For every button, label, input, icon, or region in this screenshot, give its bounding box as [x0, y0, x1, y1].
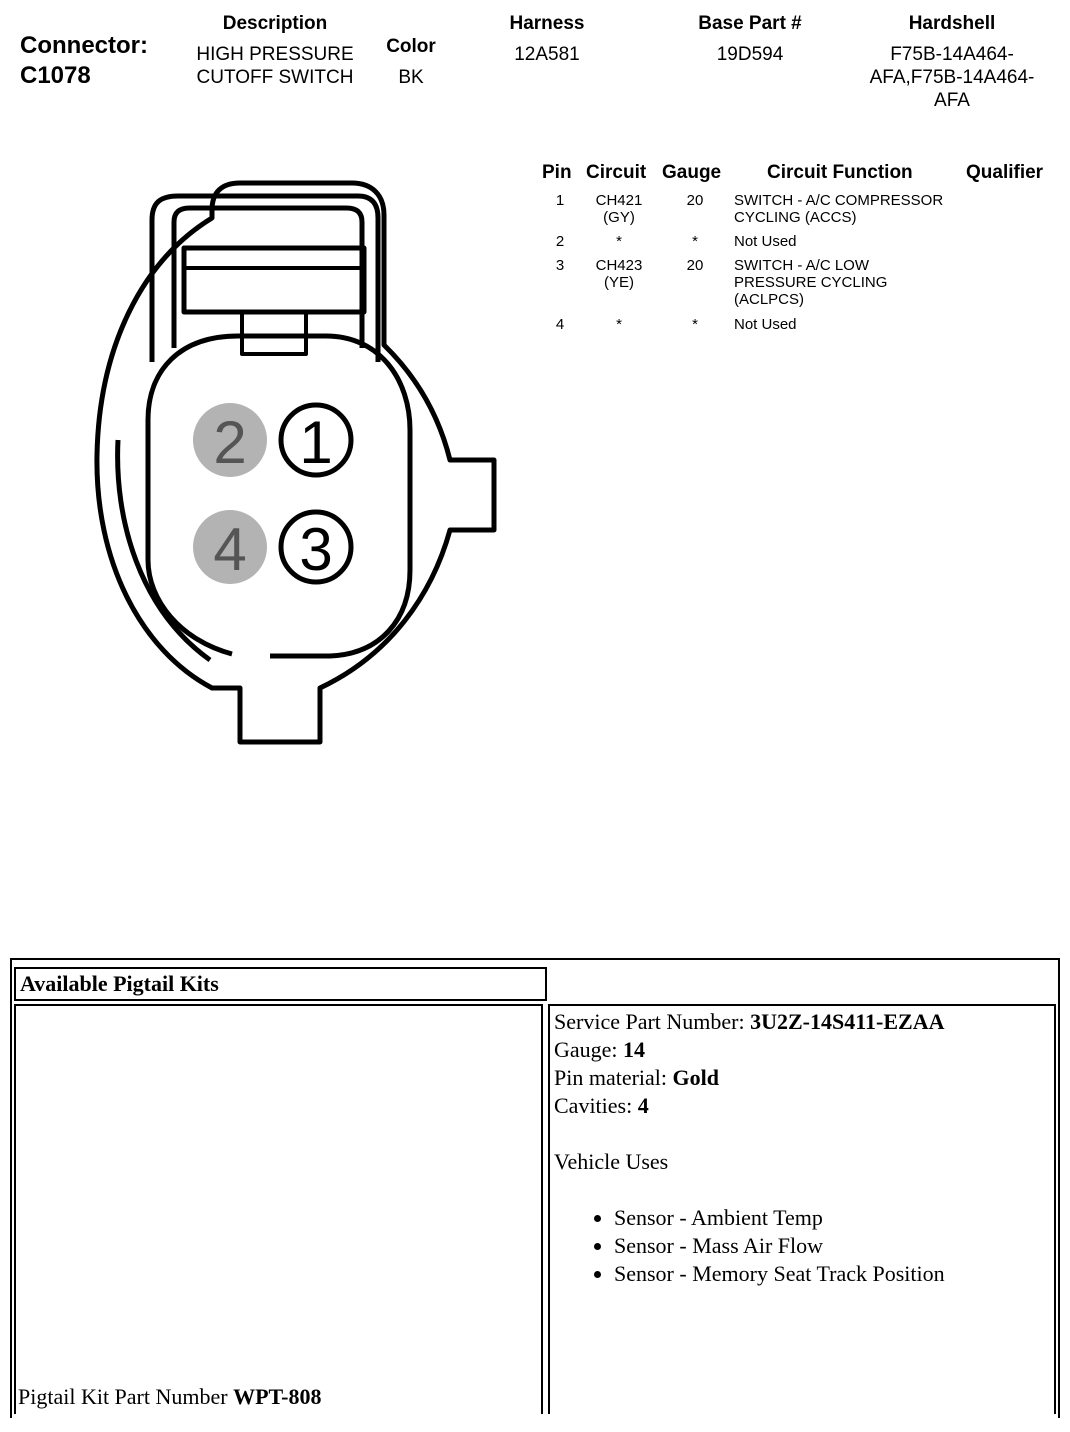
gauge-line [554, 1036, 1054, 1064]
circuit-col-header: Circuit [586, 162, 647, 183]
color-value: BK [398, 67, 424, 88]
pin-label-4: 4 [213, 516, 247, 583]
function-line: SWITCH - A/C LOW [734, 257, 869, 274]
pin-col-header: Pin [542, 162, 572, 183]
pigtail-kit-part-number [18, 1383, 322, 1411]
pin-circuit: * [616, 316, 622, 333]
pigtail-kit-image-box [14, 1004, 543, 1414]
gauge-value: 14 [623, 1037, 646, 1062]
pin-function [734, 257, 964, 308]
kit-part-label: Pigtail Kit Part Number [18, 1384, 234, 1409]
cavities-label: Cavities: [554, 1093, 638, 1118]
pin-material-value: Gold [672, 1065, 719, 1090]
pin-number: 4 [555, 316, 565, 333]
connector-lock-tab [242, 312, 306, 354]
pin-function [734, 192, 964, 226]
base-part-header: Base Part # [698, 13, 802, 34]
connector-cavity-outline [148, 336, 410, 656]
hardshell-value [852, 43, 1052, 112]
function-line: PRESSURE CYCLING [734, 274, 888, 291]
pin-gauge: 20 [686, 257, 704, 274]
hardshell-header: Hardshell [908, 13, 996, 34]
qualifier-col-header: Qualifier [966, 162, 1044, 183]
cavities-value: 4 [637, 1093, 649, 1118]
color-header: Color [386, 36, 436, 57]
description-header: Description [222, 13, 328, 34]
service-part-value: 3U2Z-14S411-EZAA [750, 1009, 945, 1034]
circuit-line: CH421 [595, 192, 643, 209]
description-line: HIGH PRESSURE [196, 44, 354, 65]
circuit-line: CH423 [595, 257, 643, 274]
pin-circuit [580, 257, 658, 291]
description-value [175, 43, 375, 89]
pin-circuit: * [616, 233, 622, 250]
hardshell-line: AFA,F75B-14A464- [869, 67, 1035, 88]
pigtail-details [550, 1006, 1054, 1288]
pin-function: Not Used [734, 316, 797, 333]
pin-label-2: 2 [213, 409, 247, 476]
circuit-line: (YE) [604, 274, 634, 291]
connector-label: Connector: [20, 32, 148, 59]
pigtail-heading-box [14, 967, 547, 1001]
function-line: (ACLPCS) [734, 291, 805, 308]
vehicle-use-item: • Sensor - Mass Air Flow [614, 1232, 1054, 1260]
harness-value: 12A581 [514, 44, 580, 65]
base-part-value: 19D594 [716, 44, 784, 65]
pigtail-heading: Available Pigtail Kits [20, 971, 219, 996]
pin-label-3: 3 [299, 516, 333, 583]
pin-label-1: 1 [299, 409, 333, 476]
pigtail-details-box [548, 1004, 1056, 1414]
pin-function: Not Used [734, 233, 797, 250]
function-line: SWITCH - A/C COMPRESSOR [734, 192, 944, 209]
service-part-number [554, 1008, 1054, 1036]
pin-material-label: Pin material: [554, 1065, 673, 1090]
function-line: CYCLING (ACCS) [734, 209, 857, 226]
pin-number: 3 [555, 257, 565, 274]
vehicle-use-item: • Sensor - Ambient Temp [614, 1204, 1054, 1232]
circuit-line: (GY) [603, 209, 635, 226]
pin-number: 1 [555, 192, 565, 209]
vehicle-uses-label: Vehicle Uses [554, 1149, 669, 1174]
kit-part-value: WPT-808 [233, 1384, 322, 1409]
gauge-col-header: Gauge [662, 162, 722, 183]
circuit-function-col-header: Circuit Function [767, 162, 913, 183]
pin-gauge: 20 [686, 192, 704, 209]
pin-cavities [193, 403, 351, 584]
pin-circuit [580, 192, 658, 226]
vehicle-use-item: • Sensor - Memory Seat Track Position [614, 1260, 1054, 1288]
cavities-line [554, 1092, 1054, 1120]
connector-face-diagram [90, 180, 510, 760]
hardshell-line: AFA [934, 90, 970, 111]
description-line: CUTOFF SWITCH [196, 67, 354, 88]
connector-id: C1078 [20, 62, 91, 89]
gauge-label: Gauge: [554, 1037, 624, 1062]
hardshell-line: F75B-14A464- [890, 44, 1014, 65]
vehicle-uses-list [554, 1204, 1054, 1288]
harness-header: Harness [509, 13, 585, 34]
pin-material-line [554, 1064, 1054, 1092]
pin-gauge: * [692, 316, 698, 333]
pin-gauge: * [692, 233, 698, 250]
connector-latch-frame [174, 208, 362, 348]
service-part-label: Service Part Number: [554, 1009, 751, 1034]
pin-number: 2 [555, 233, 565, 250]
connector-latch-plate [184, 248, 364, 312]
